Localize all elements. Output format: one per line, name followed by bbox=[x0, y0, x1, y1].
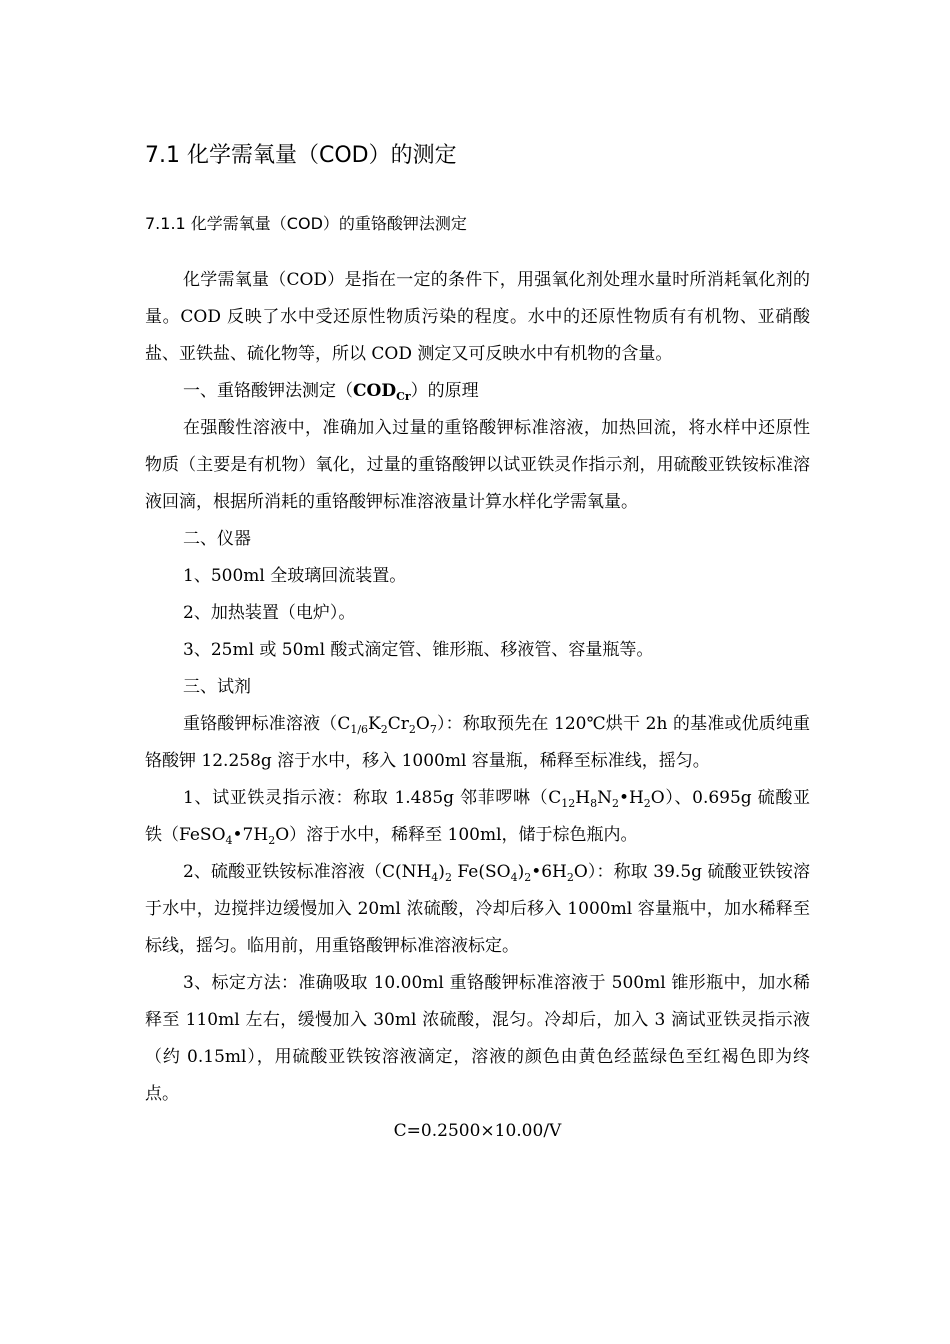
instrument-item: 3、25ml 或 50ml 酸式滴定管、锥形瓶、移液管、容量瓶等。 bbox=[183, 640, 654, 660]
instrument-item: 1、500ml 全玻璃回流装置。 bbox=[183, 566, 407, 586]
document-body bbox=[145, 262, 810, 1150]
principle-heading: 一、重铬酸钾法测定$(COD_{Cr})$的原理 bbox=[183, 381, 479, 403]
reagent-ferroin: 1、试亚铁灵指示液：称取 1.485g 邻菲啰啉$(C_{12}H_8N_2•H_2O)$、0.695g 硫酸亚铁$(FeSO_4•7H_2O)$溶于水中，稀释至 100ml，储于棕色瓶内。 bbox=[145, 788, 810, 847]
instruments-heading: 二、仪器 bbox=[183, 529, 251, 549]
principle-paragraph: 在强酸性溶液中，准确加入过量的重铬酸钾标准溶液，加热回流，将水样中还原性物质（主要是有机物）氧化，过量的重铬酸钾以试亚铁灵作指示剂，用硫酸亚铁铵标准溶液回滴，根据所消耗的重铬酸钾标准溶液量计算水样化学需氧量。 bbox=[145, 418, 810, 512]
section-title: 7.1 化学需氧量（COD）的测定 bbox=[145, 143, 457, 168]
reagent-dichromate: 重铬酸钾标准溶液$(C_{1/6}K_2Cr_2O_7)$：称取预先在 120℃烘干 2h 的基准或优质纯重铬酸钾 12.258g 溶于水中，移入 1000ml 容量瓶，稀释至标准线，摇匀。 bbox=[145, 714, 810, 771]
reagents-heading: 三、试剂 bbox=[183, 677, 251, 697]
subsection-title: 7.1.1 化学需氧量（COD）的重铬酸钾法测定 bbox=[145, 214, 467, 233]
calibration-method: 3、标定方法：准确吸取 10.00ml 重铬酸钾标准溶液于 500ml 锥形瓶中，加水稀释至 110ml 左右，缓慢加入 30ml 浓硫酸，混匀。冷却后，加入 3 滴试亚铁灵指示液（约 0.15ml），用硫酸亚铁铵溶液滴定，溶液的颜色由黄色经蓝绿色至红褐色即为终点。 bbox=[145, 973, 810, 1104]
intro-paragraph: 化学需氧量（COD）是指在一定的条件下，用强氧化剂处理水量时所消耗氧化剂的量。COD 反映了水中受还原性物质污染的程度。水中的还原性物质有有机物、亚硝酸盐、亚铁盐、硫化物等，所以 COD 测定又可反映水中有机物的含量。 bbox=[145, 270, 810, 364]
reagent-ferrous-ammonium-sulfate: 2、硫酸亚铁铵标准溶液（$C(NH_4)_2$ $Fe(SO_4)_2•6H_2O$）：称取 39.5g 硫酸亚铁铵溶于水中，边搅拌边缓慢加入 20ml 浓硫酸，冷却后移入 1000ml 容量瓶中，加水稀释至标线，摇匀。临用前，用重铬酸钾标准溶液标定。 bbox=[145, 862, 811, 956]
instrument-item: 2、加热装置（电炉）。 bbox=[183, 603, 356, 623]
formula: C=0.2500×10.00/V bbox=[393, 1121, 562, 1141]
